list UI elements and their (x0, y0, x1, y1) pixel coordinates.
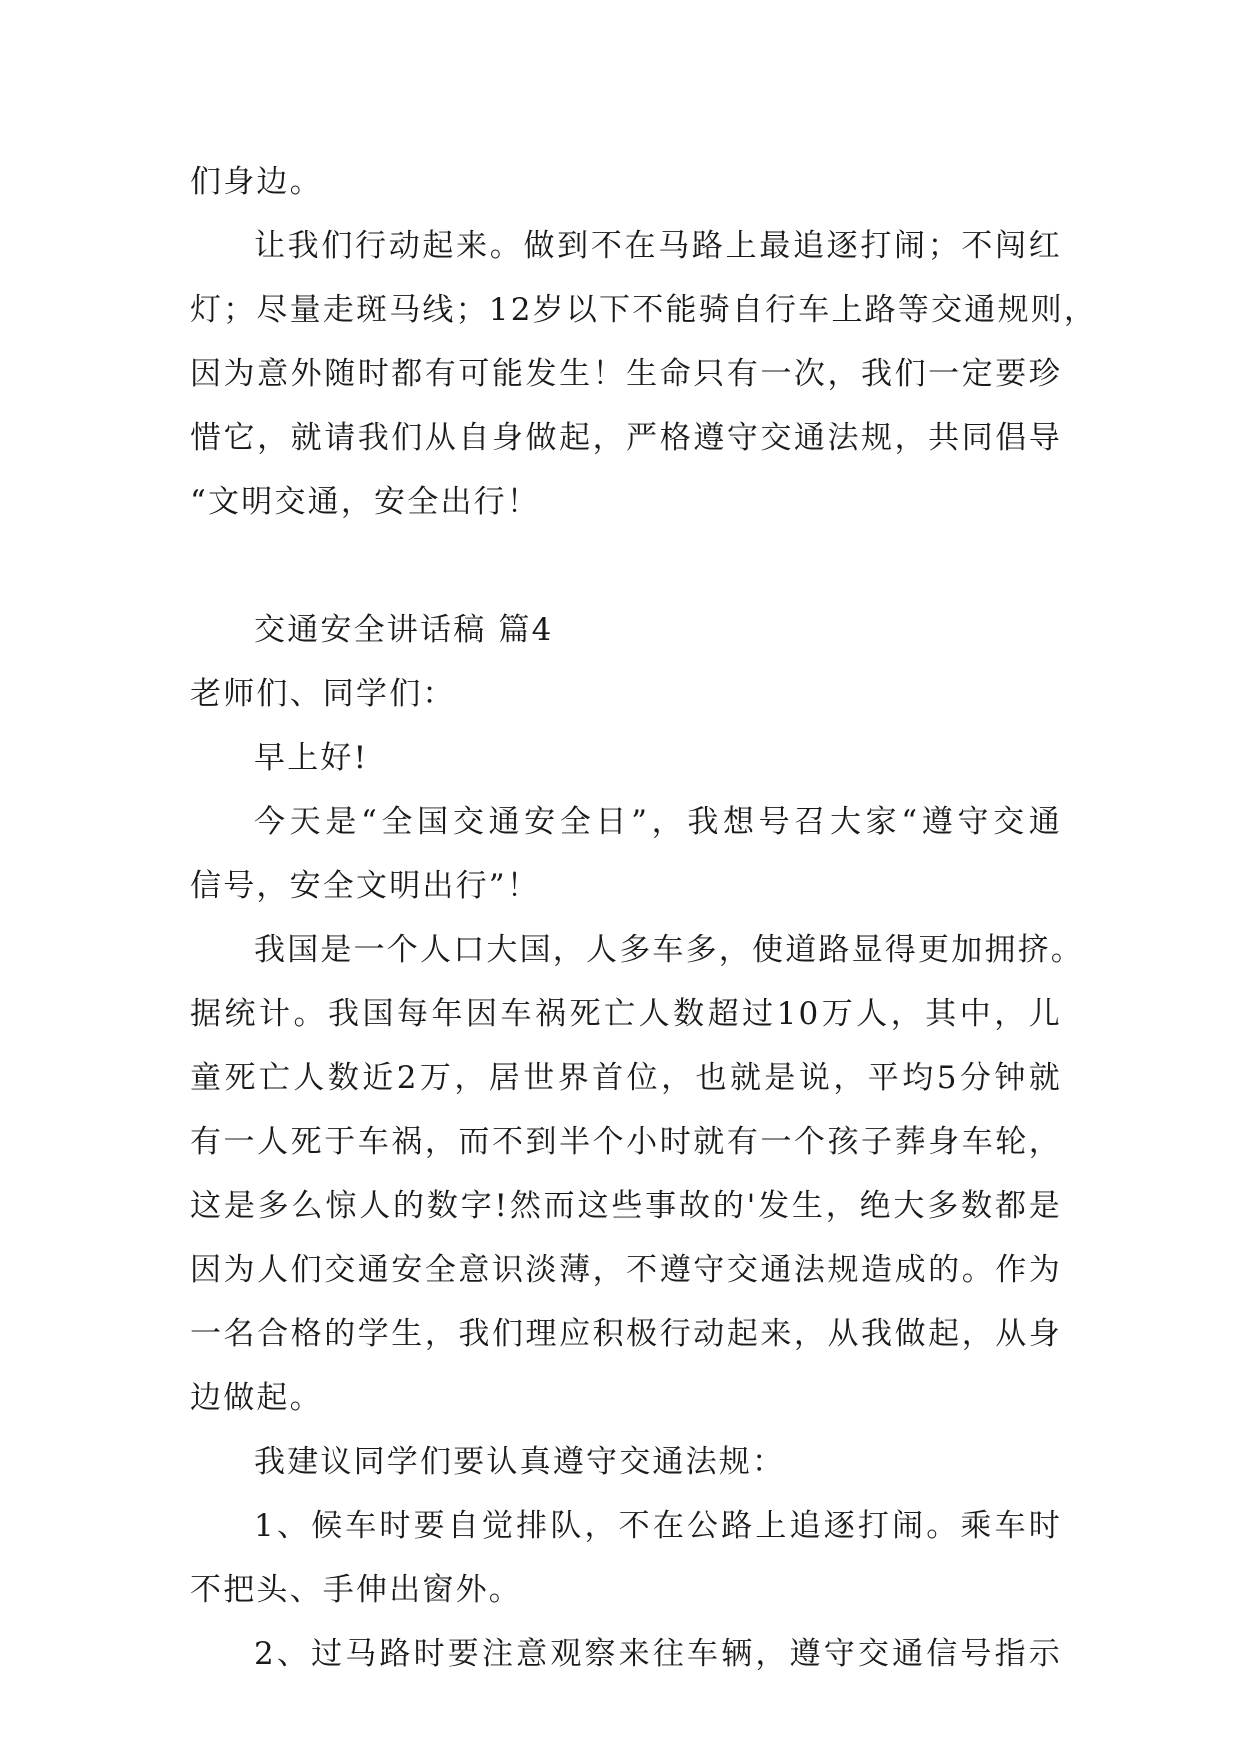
text-line: 们身边。 (190, 164, 323, 200)
greeting: 早上好! (254, 740, 369, 776)
text-line: 边做起。 (190, 1380, 323, 1416)
text-line: 灯；尽量走斑马线；12岁以下不能骑自行车上路等交通规则， (190, 292, 1098, 328)
text-line: “文明交通，安全出行！ (190, 484, 541, 520)
section-title: 交通安全讲话稿 篇4 (254, 612, 554, 648)
text-line: 信号，安全文明出行”！ (190, 868, 541, 904)
text-line: 有一人死于车祸，而不到半个小时就有一个孩子葬身车轮， (190, 1124, 1062, 1160)
text-line: 童死亡人数近2万，居世界首位，也就是说，平均5分钟就 (190, 1060, 1062, 1096)
text-line: 因为意外随时都有可能发生！生命只有一次，我们一定要珍 (190, 356, 1062, 392)
text-line: 一名合格的学生，我们理应积极行动起来，从我做起，从身 (190, 1316, 1062, 1352)
text-line: 我国是一个人口大国，人多车多，使道路显得更加拥挤。 (254, 932, 1084, 968)
text-line: 让我们行动起来。做到不在马路上最追逐打闹；不闯红 (254, 228, 1062, 264)
text-line: 不把头、手伸出窗外。 (190, 1572, 522, 1608)
text-line: 据统计。我国每年因车祸死亡人数超过10万人，其中，儿 (190, 996, 1062, 1032)
text-line: 这是多么惊人的数字!然而这些事故的'发生，绝大多数都是 (190, 1188, 1062, 1224)
text-line: 我建议同学们要认真遵守交通法规： (254, 1444, 786, 1480)
text-line: 惜它，就请我们从自身做起，严格遵守交通法规，共同倡导 (190, 420, 1062, 456)
list-item: 1、候车时要自觉排队，不在公路上追逐打闹。乘车时 (254, 1508, 1062, 1544)
text-line: 今天是“全国交通安全日”，我想号召大家“遵守交通 (254, 804, 1062, 840)
document-page (190, 150, 1098, 1686)
salutation: 老师们、同学们： (190, 676, 456, 712)
list-item: 2、过马路时要注意观察来往车辆，遵守交通信号指示 (254, 1636, 1062, 1672)
text-line: 因为人们交通安全意识淡薄，不遵守交通法规造成的。作为 (190, 1252, 1062, 1288)
